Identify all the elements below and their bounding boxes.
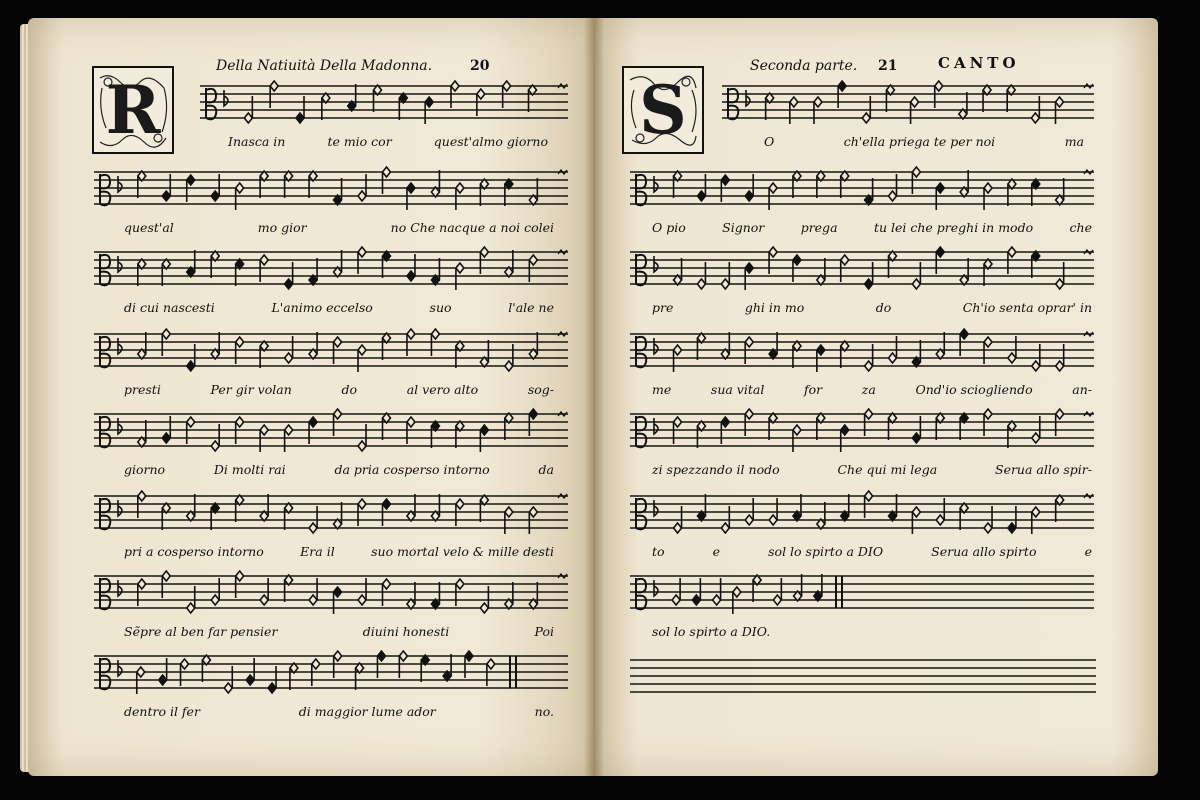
lyric-syllable: Poi [534,624,554,639]
lyric-syllable: suo [429,300,452,315]
lyric-line [124,382,554,397]
lyric-line [124,624,554,639]
lyric-syllable: no. [534,704,554,719]
lyric-syllable: ch'ella priega te per noi [843,134,996,149]
decorated-initial-s [622,66,704,154]
lyric-syllable: e [1084,544,1092,559]
lyric-line [652,544,1092,559]
page-number: 20 [470,58,490,74]
page-header: Seconda parte. [750,58,858,74]
lyric-syllable: Di molti rai [213,462,286,477]
lyric-syllable: Signor [722,220,765,235]
lyric-syllable: te mio cor [327,134,392,149]
open-book [28,18,1158,778]
lyric-syllable: no Che nacque a noi colei [390,220,554,235]
lyric-line [652,300,1092,315]
lyric-syllable: pri a cosperso intorno [124,544,264,559]
lyric-syllable: da pria cosperso intorno [334,462,490,477]
lyric-syllable: quest'almo giorno [433,134,548,149]
lyric-syllable: sua vital [710,382,765,397]
lyric-syllable: sog- [527,382,554,397]
lyric-line [228,134,548,149]
lyric-line [652,462,1092,477]
lyric-syllable: giorno [124,462,166,477]
right-page [594,18,1158,776]
lyric-syllable: che [1069,220,1092,235]
lyric-line [124,704,554,719]
lyric-syllable: sol lo spirto a DIO. [652,624,771,639]
lyric-line [124,462,554,477]
lyric-syllable: di cui nascesti [124,300,215,315]
lyric-syllable: e [712,544,721,559]
lyric-syllable: Serua allo spir- [995,462,1092,477]
empty-staff [630,654,1096,704]
lyric-line [652,382,1092,397]
left-page [28,18,594,776]
voice-part-label: CANTO [938,54,1020,72]
page-number: 21 [878,58,898,74]
lyric-syllable: do [875,300,892,315]
lyric-syllable: da [538,462,554,477]
lyric-syllable: pre [652,300,674,315]
decorated-initial-r [92,66,174,154]
initial-letter: S [639,71,687,149]
lyric-syllable: O pio [652,220,686,235]
lyric-syllable: suo mortal velo & mille desti [371,544,554,559]
lyric-syllable: L'animo eccelso [271,300,373,315]
lyric-syllable: Sẽpre al ben far pensier [124,624,278,639]
lyric-syllable: l'ale ne [508,300,554,315]
lyric-line [124,544,554,559]
lyric-syllable: di maggior lume ador [298,704,436,719]
lyric-syllable: to [652,544,665,559]
lyric-line [124,300,554,315]
lyric-syllable: zi spezzando il nodo [652,462,780,477]
lyric-syllable: do [341,382,358,397]
lyric-syllable: Ond'io sciogliendo [915,382,1033,397]
lyric-line [652,624,792,639]
lyric-syllable: za [861,382,876,397]
lyric-syllable: for [803,382,823,397]
lyric-syllable: diuini honesti [362,624,450,639]
lyric-syllable: al vero alto [406,382,479,397]
lyric-syllable: ma [1064,134,1084,149]
lyric-syllable: an- [1072,382,1092,397]
lyric-syllable: tu lei che preghi in modo [873,220,1034,235]
lyric-line [124,220,554,235]
lyric-syllable: dentro il fer [124,704,200,719]
lyric-syllable: Per gir volan [210,382,292,397]
lyric-syllable: me [652,382,672,397]
book-gutter [584,18,604,776]
lyric-syllable: presti [124,382,161,397]
lyric-syllable: Serua allo spirto [931,544,1037,559]
lyric-syllable: quest'al [124,220,174,235]
lyric-line [764,134,1084,149]
lyric-syllable: prega [800,220,838,235]
lyric-syllable: O [764,134,775,149]
lyric-syllable: Inasca in [228,134,286,149]
lyric-syllable: Era il [300,544,335,559]
lyric-line [652,220,1092,235]
lyric-syllable: mo gior [257,220,307,235]
lyric-syllable: Ch'io senta oprar' in [962,300,1092,315]
lyric-syllable: sol lo spirto a DIO [768,544,884,559]
page-header: Della Natiuità Della Madonna. [216,58,433,74]
initial-letter: R [105,71,161,149]
lyric-syllable: Che qui mi lega [837,462,938,477]
lyric-syllable: ghi in mo [744,300,805,315]
